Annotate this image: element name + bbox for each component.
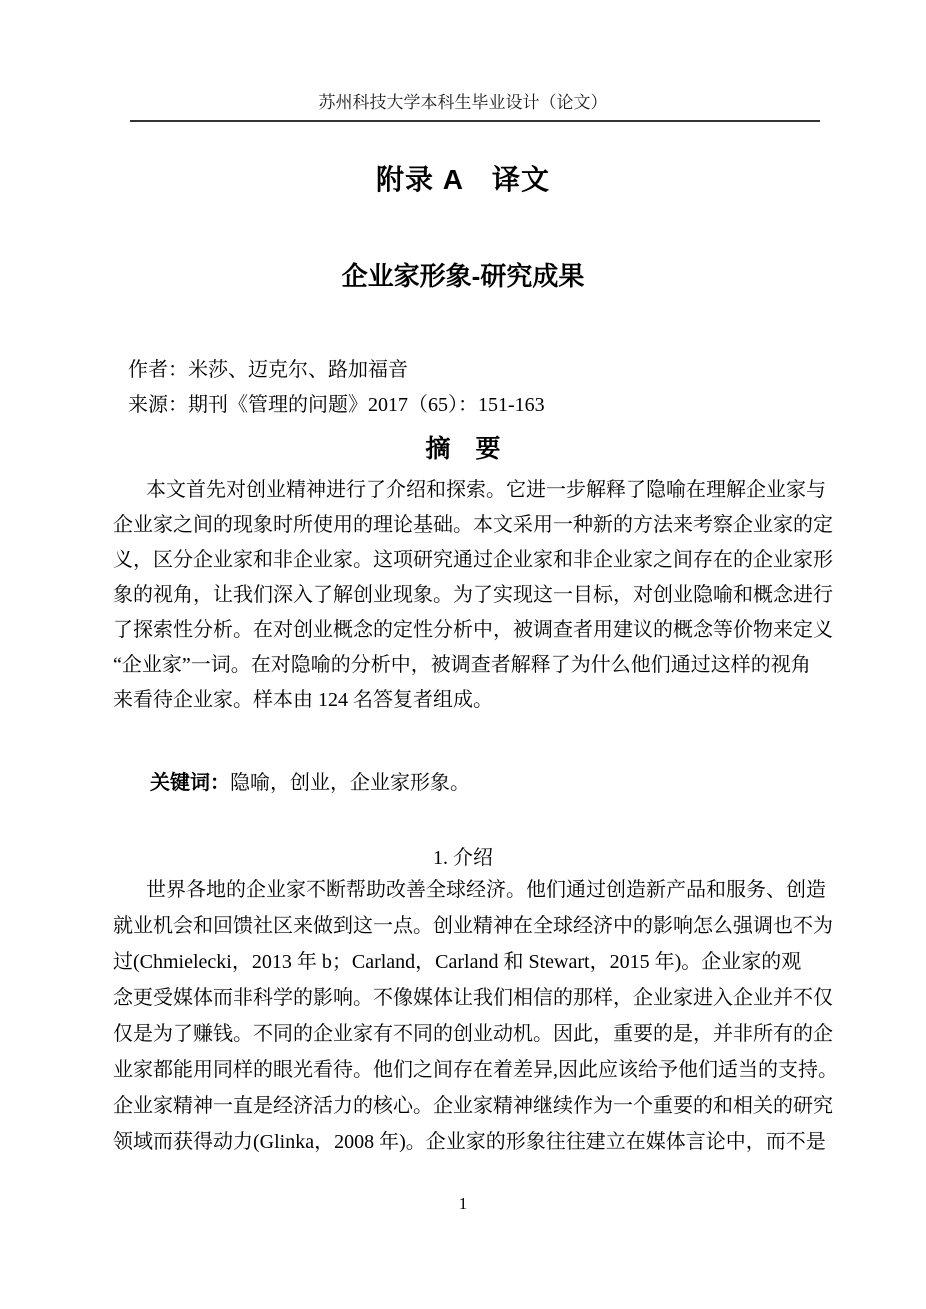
text-line: 本文首先对创业精神进行了介绍和探索。它进一步解释了隐喻在理解企业家与 — [146, 479, 826, 501]
text-line: 企业家之间的现象时所使用的理论基础。本文采用一种新的方法来考察企业家的定 — [113, 514, 833, 536]
text-line: 过(Chmielecki，2013 年 b；Carland，Carland 和 Stewart，2015 年)。企业家的观 — [113, 951, 802, 973]
article-title: 企业家形象-研究成果 — [341, 261, 585, 291]
appendix-title: 附录 A 译文 — [376, 164, 550, 195]
author-line: 作者：米莎、迈克尔、路加福音 — [128, 359, 408, 381]
section-heading-introduction: 1. 介绍 — [433, 847, 493, 869]
header-divider — [130, 120, 820, 122]
keywords-line — [113, 766, 815, 795]
text-line: 就业机会和回馈社区来做到这一点。创业精神在全球经济中的影响怎么强调也不为 — [113, 915, 833, 937]
text-line: 仅是为了赚钱。不同的企业家有不同的创业动机。因此，重要的是，并非所有的企 — [113, 1023, 833, 1045]
text-line: 来看待企业家。样本由 124 名答复者组成。 — [113, 689, 493, 711]
introduction-paragraph — [113, 872, 838, 1160]
text-line: 了探索性分析。在对创业概念的定性分析中，被调查者用建议的概念等价物来定义 — [113, 619, 833, 641]
text-line: 象的视角，让我们深入了解创业现象。为了实现这一目标，对创业隐喻和概念进行 — [113, 584, 833, 606]
running-header: 苏州科技大学本科生毕业设计（论文） — [318, 93, 608, 112]
text-line: 领域而获得动力(Glinka，2008 年)。企业家的形象往往建立在媒体言论中，而不是 — [113, 1131, 826, 1153]
text-line: 企业家精神一直是经济活力的核心。企业家精神继续作为一个重要的和相关的研究 — [113, 1095, 833, 1117]
text-line: 义，区分企业家和非企业家。这项研究通过企业家和非企业家之间存在的企业家形 — [113, 549, 833, 571]
keywords-label: 关键词： — [150, 772, 230, 794]
text-line: 念更受媒体而非科学的影响。不像媒体让我们相信的那样，企业家进入企业并不仅 — [113, 987, 833, 1009]
keywords-text: 隐喻，创业，企业家形象。 — [230, 772, 470, 794]
abstract-heading: 摘 要 — [425, 435, 501, 463]
text-line: 业家都能用同样的眼光看待。他们之间存在着差异,因此应该给予他们适当的支持。 — [113, 1059, 838, 1081]
text-line: “企业家”一词。在对隐喻的分析中，被调查者解释了为什么他们通过这样的视角 — [113, 654, 811, 676]
text-line: 世界各地的企业家不断帮助改善全球经济。他们通过创造新产品和服务、创造 — [146, 879, 826, 901]
source-line: 来源：期刊《管理的问题》2017（65）：151-163 — [128, 394, 545, 416]
abstract-paragraph — [113, 473, 833, 718]
page-number: 1 — [458, 1194, 468, 1213]
